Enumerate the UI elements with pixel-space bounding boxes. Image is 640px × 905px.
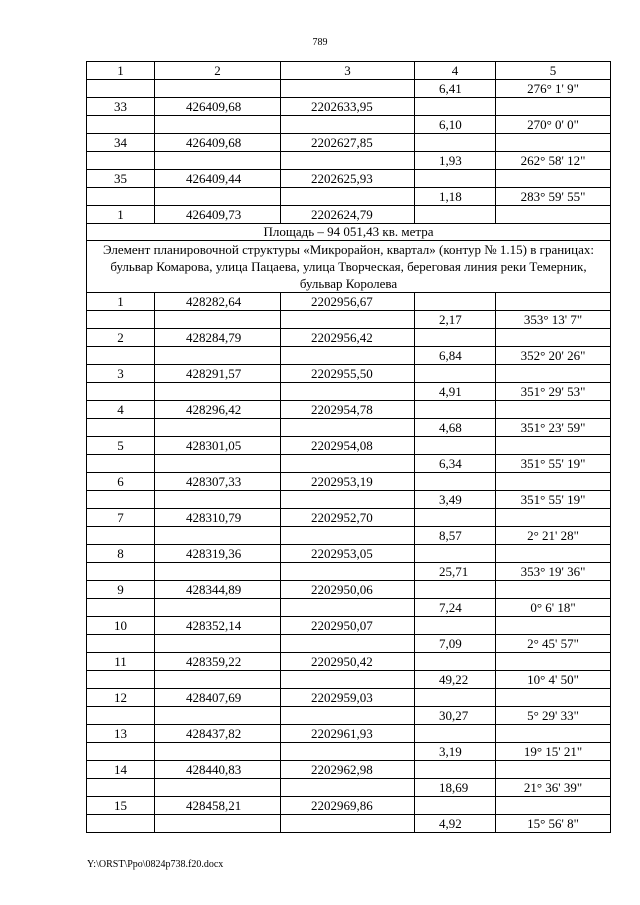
segment-length: 6,41: [415, 80, 496, 98]
empty-cell: [155, 527, 281, 545]
coordinate-x: 428291,57: [155, 365, 281, 383]
empty-cell: [155, 383, 281, 401]
point-row: [87, 725, 611, 743]
empty-cell: [281, 815, 415, 833]
segment-row: [87, 707, 611, 725]
segment-row: [87, 599, 611, 617]
empty-cell: [155, 491, 281, 509]
segment-length: 1,18: [415, 188, 496, 206]
file-path-footer: Y:\ORST\Ppo\0824p738.f20.docx: [87, 859, 224, 870]
coordinate-x: 428344,89: [155, 581, 281, 599]
point-number: 1: [87, 293, 155, 311]
empty-cell: [415, 170, 496, 188]
section-divider: [87, 224, 611, 293]
segment-row: [87, 563, 611, 581]
empty-cell: [87, 311, 155, 329]
empty-cell: [415, 797, 496, 815]
point-number: 14: [87, 761, 155, 779]
empty-cell: [496, 98, 611, 116]
empty-cell: [415, 365, 496, 383]
point-row: [87, 797, 611, 815]
empty-cell: [496, 134, 611, 152]
point-row: [87, 653, 611, 671]
empty-cell: [87, 188, 155, 206]
empty-cell: [87, 491, 155, 509]
empty-cell: [87, 347, 155, 365]
segment-row: [87, 419, 611, 437]
point-number: 4: [87, 401, 155, 419]
coordinate-y: 2202956,42: [281, 329, 415, 347]
point-row: [87, 134, 611, 152]
empty-cell: [496, 473, 611, 491]
coordinate-y: 2202955,50: [281, 365, 415, 383]
point-number: 12: [87, 689, 155, 707]
point-row: [87, 689, 611, 707]
point-row: [87, 329, 611, 347]
empty-cell: [87, 635, 155, 653]
point-number: 2: [87, 329, 155, 347]
empty-cell: [281, 311, 415, 329]
empty-cell: [155, 455, 281, 473]
point-number: 34: [87, 134, 155, 152]
direction-angle: 351° 23' 59": [496, 419, 611, 437]
header-cell: 3: [281, 62, 415, 80]
coordinate-y: 2202950,42: [281, 653, 415, 671]
empty-cell: [87, 455, 155, 473]
point-row: [87, 617, 611, 635]
empty-cell: [496, 797, 611, 815]
empty-cell: [415, 617, 496, 635]
point-number: 6: [87, 473, 155, 491]
coordinate-x: 426409,44: [155, 170, 281, 188]
segment-row: [87, 311, 611, 329]
empty-cell: [496, 725, 611, 743]
empty-cell: [415, 437, 496, 455]
segment-length: 49,22: [415, 671, 496, 689]
coordinate-x: 428307,33: [155, 473, 281, 491]
coordinate-x: 428458,21: [155, 797, 281, 815]
empty-cell: [155, 152, 281, 170]
segment-length: 6,34: [415, 455, 496, 473]
empty-cell: [281, 188, 415, 206]
empty-cell: [155, 311, 281, 329]
coordinate-x: 428319,36: [155, 545, 281, 563]
coordinate-y: 2202959,03: [281, 689, 415, 707]
empty-cell: [496, 581, 611, 599]
coordinate-x: 428407,69: [155, 689, 281, 707]
segment-length: 6,84: [415, 347, 496, 365]
empty-cell: [155, 815, 281, 833]
point-row: [87, 761, 611, 779]
coordinate-x: 428352,14: [155, 617, 281, 635]
coordinate-x: 428359,22: [155, 653, 281, 671]
point-number: 15: [87, 797, 155, 815]
area-text: Площадь – 94 051,43 кв. метра: [87, 224, 611, 241]
empty-cell: [496, 545, 611, 563]
empty-cell: [415, 401, 496, 419]
empty-cell: [155, 80, 281, 98]
empty-cell: [496, 509, 611, 527]
coordinate-x: 426409,73: [155, 206, 281, 224]
coordinate-x: 428310,79: [155, 509, 281, 527]
segment-length: 7,09: [415, 635, 496, 653]
direction-angle: 283° 59' 55": [496, 188, 611, 206]
empty-cell: [155, 188, 281, 206]
segment-row: [87, 455, 611, 473]
empty-cell: [281, 743, 415, 761]
point-number: 35: [87, 170, 155, 188]
empty-cell: [281, 383, 415, 401]
segment-row: [87, 491, 611, 509]
coordinate-y: 2202961,93: [281, 725, 415, 743]
empty-cell: [496, 170, 611, 188]
empty-cell: [155, 635, 281, 653]
segment-length: 2,17: [415, 311, 496, 329]
point-number: 1: [87, 206, 155, 224]
coordinate-y: 2202950,06: [281, 581, 415, 599]
segment-length: 3,49: [415, 491, 496, 509]
empty-cell: [281, 80, 415, 98]
empty-cell: [281, 347, 415, 365]
empty-cell: [281, 116, 415, 134]
coordinate-y: 2202627,85: [281, 134, 415, 152]
direction-angle: 352° 20' 26": [496, 347, 611, 365]
segment-row: [87, 383, 611, 401]
coordinates-table-body-after: [87, 293, 611, 833]
point-number: 33: [87, 98, 155, 116]
coordinate-y: 2202954,08: [281, 437, 415, 455]
segment-length: 6,10: [415, 116, 496, 134]
empty-cell: [87, 671, 155, 689]
point-number: 3: [87, 365, 155, 383]
segment-length: 8,57: [415, 527, 496, 545]
direction-angle: 351° 55' 19": [496, 455, 611, 473]
point-row: [87, 473, 611, 491]
point-row: [87, 545, 611, 563]
segment-length: 30,27: [415, 707, 496, 725]
coordinate-x: 428301,05: [155, 437, 281, 455]
point-number: 13: [87, 725, 155, 743]
segment-length: 3,19: [415, 743, 496, 761]
empty-cell: [496, 293, 611, 311]
direction-angle: 353° 13' 7": [496, 311, 611, 329]
empty-cell: [415, 509, 496, 527]
header-cell: 4: [415, 62, 496, 80]
direction-angle: 353° 19' 36": [496, 563, 611, 581]
empty-cell: [415, 134, 496, 152]
direction-angle: 19° 15' 21": [496, 743, 611, 761]
area-row: [87, 224, 611, 241]
empty-cell: [281, 671, 415, 689]
empty-cell: [281, 707, 415, 725]
header-cell: 1: [87, 62, 155, 80]
direction-angle: 2° 45' 57": [496, 635, 611, 653]
coordinate-y: 2202954,78: [281, 401, 415, 419]
table-header-row: [87, 62, 611, 80]
segment-length: 18,69: [415, 779, 496, 797]
empty-cell: [281, 635, 415, 653]
empty-cell: [87, 80, 155, 98]
empty-cell: [496, 761, 611, 779]
empty-cell: [415, 473, 496, 491]
empty-cell: [155, 599, 281, 617]
empty-cell: [496, 329, 611, 347]
segment-length: 4,68: [415, 419, 496, 437]
direction-angle: 15° 56' 8": [496, 815, 611, 833]
coordinate-x: 428440,83: [155, 761, 281, 779]
coordinate-x: 426409,68: [155, 134, 281, 152]
empty-cell: [496, 206, 611, 224]
empty-cell: [415, 761, 496, 779]
empty-cell: [155, 419, 281, 437]
empty-cell: [155, 779, 281, 797]
coordinate-x: 428296,42: [155, 401, 281, 419]
direction-angle: 0° 6' 18": [496, 599, 611, 617]
direction-angle: 2° 21' 28": [496, 527, 611, 545]
empty-cell: [281, 419, 415, 437]
direction-angle: 351° 29' 53": [496, 383, 611, 401]
segment-length: 4,91: [415, 383, 496, 401]
coordinate-x: 428284,79: [155, 329, 281, 347]
empty-cell: [496, 437, 611, 455]
segment-length: 7,24: [415, 599, 496, 617]
coordinate-y: 2202953,19: [281, 473, 415, 491]
direction-angle: 270° 0' 0": [496, 116, 611, 134]
coordinate-y: 2202956,67: [281, 293, 415, 311]
segment-row: [87, 815, 611, 833]
segment-row: [87, 188, 611, 206]
empty-cell: [281, 563, 415, 581]
point-row: [87, 509, 611, 527]
empty-cell: [496, 365, 611, 383]
point-row: [87, 365, 611, 383]
point-number: 8: [87, 545, 155, 563]
segment-row: [87, 347, 611, 365]
empty-cell: [281, 599, 415, 617]
coordinate-y: 2202950,07: [281, 617, 415, 635]
point-row: [87, 206, 611, 224]
direction-angle: 10° 4' 50": [496, 671, 611, 689]
empty-cell: [415, 689, 496, 707]
point-row: [87, 98, 611, 116]
segment-row: [87, 152, 611, 170]
point-row: [87, 437, 611, 455]
header-cell: 5: [496, 62, 611, 80]
segment-length: 25,71: [415, 563, 496, 581]
empty-cell: [415, 581, 496, 599]
empty-cell: [496, 401, 611, 419]
segment-row: [87, 116, 611, 134]
coordinate-x: 426409,68: [155, 98, 281, 116]
direction-angle: 5° 29' 33": [496, 707, 611, 725]
empty-cell: [87, 599, 155, 617]
empty-cell: [415, 293, 496, 311]
empty-cell: [155, 347, 281, 365]
empty-cell: [281, 779, 415, 797]
empty-cell: [415, 653, 496, 671]
empty-cell: [87, 779, 155, 797]
coordinate-y: 2202952,70: [281, 509, 415, 527]
empty-cell: [496, 617, 611, 635]
point-number: 11: [87, 653, 155, 671]
empty-cell: [87, 419, 155, 437]
segment-row: [87, 779, 611, 797]
point-number: 7: [87, 509, 155, 527]
element-title: Элемент планировочной структуры «Микрорайон, квартал» (контур № 1.15) в границах: бульвар Комарова, улица Пацаева, улица Творческая, береговая линия реки Темерник, бульвар Королева: [87, 241, 611, 293]
empty-cell: [496, 689, 611, 707]
point-number: 9: [87, 581, 155, 599]
empty-cell: [155, 116, 281, 134]
segment-row: [87, 527, 611, 545]
direction-angle: 262° 58' 12": [496, 152, 611, 170]
empty-cell: [87, 707, 155, 725]
empty-cell: [155, 671, 281, 689]
empty-cell: [281, 455, 415, 473]
empty-cell: [155, 743, 281, 761]
segment-length: 1,93: [415, 152, 496, 170]
point-row: [87, 170, 611, 188]
empty-cell: [281, 491, 415, 509]
empty-cell: [87, 743, 155, 761]
empty-cell: [415, 329, 496, 347]
coordinate-y: 2202624,79: [281, 206, 415, 224]
coordinate-y: 2202969,86: [281, 797, 415, 815]
segment-length: 4,92: [415, 815, 496, 833]
point-row: [87, 293, 611, 311]
segment-row: [87, 743, 611, 761]
empty-cell: [87, 563, 155, 581]
empty-cell: [281, 152, 415, 170]
empty-cell: [155, 563, 281, 581]
empty-cell: [155, 707, 281, 725]
empty-cell: [87, 152, 155, 170]
coordinate-x: 428282,64: [155, 293, 281, 311]
segment-row: [87, 635, 611, 653]
direction-angle: 351° 55' 19": [496, 491, 611, 509]
empty-cell: [415, 725, 496, 743]
empty-cell: [87, 815, 155, 833]
coordinate-y: 2202625,93: [281, 170, 415, 188]
empty-cell: [87, 116, 155, 134]
point-number: 10: [87, 617, 155, 635]
header-cell: 2: [155, 62, 281, 80]
point-row: [87, 581, 611, 599]
empty-cell: [415, 98, 496, 116]
coordinate-y: 2202962,98: [281, 761, 415, 779]
segment-row: [87, 671, 611, 689]
empty-cell: [415, 545, 496, 563]
coordinate-y: 2202633,95: [281, 98, 415, 116]
page-number: 789: [312, 37, 328, 48]
empty-cell: [87, 527, 155, 545]
coordinates-table-body-before: [87, 62, 611, 224]
empty-cell: [496, 653, 611, 671]
empty-cell: [415, 206, 496, 224]
element-title-row: [87, 241, 611, 293]
direction-angle: 276° 1' 9": [496, 80, 611, 98]
point-row: [87, 401, 611, 419]
coordinate-x: 428437,82: [155, 725, 281, 743]
coordinate-y: 2202953,05: [281, 545, 415, 563]
empty-cell: [87, 383, 155, 401]
coordinates-table: [86, 61, 611, 833]
direction-angle: 21° 36' 39": [496, 779, 611, 797]
segment-row: [87, 80, 611, 98]
point-number: 5: [87, 437, 155, 455]
empty-cell: [281, 527, 415, 545]
